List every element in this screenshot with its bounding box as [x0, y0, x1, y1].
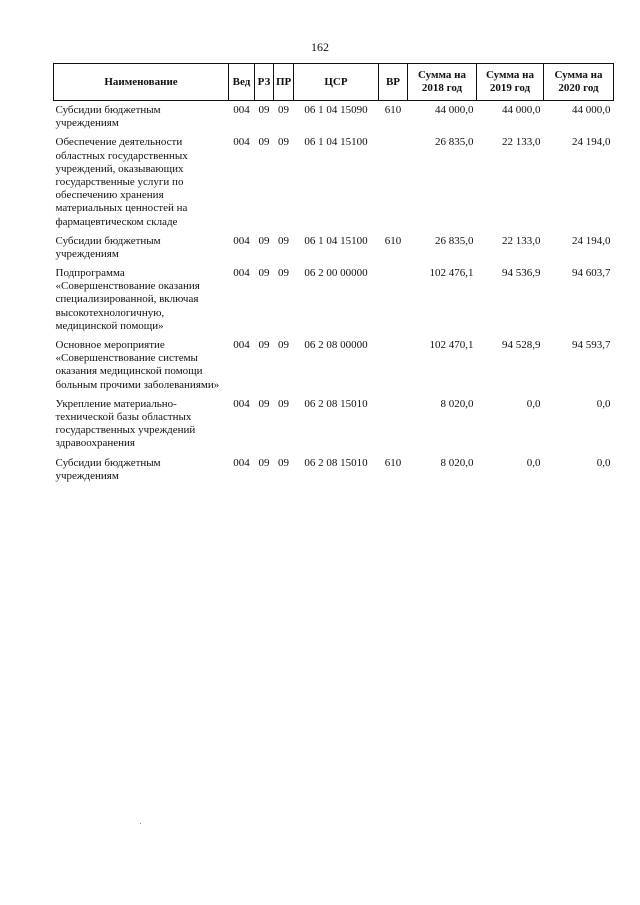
cell-pr: 09 [278, 397, 289, 410]
budget-table [53, 63, 614, 488]
table-row [54, 101, 614, 136]
cell-ved: 004 [233, 234, 250, 247]
cell-name: Основное мероприятие «Совершенствование системы оказания медицинской помощи больным прочими заболеваниями» [55, 339, 220, 391]
cell-vr [379, 266, 408, 338]
header-ved: Вед [229, 64, 255, 101]
cell-sum-2019: 94 536,9 [502, 267, 541, 280]
cell-ved: 004 [233, 104, 250, 116]
cell-sum-2020: 0,0 [596, 397, 611, 410]
cell-ved: 004 [233, 267, 250, 280]
table-row [54, 397, 614, 456]
cell-csr: 06 2 00 00000 [304, 267, 368, 280]
cell-sum-2020: 24 194,0 [572, 136, 611, 149]
cell-csr: 06 2 08 00000 [304, 339, 368, 351]
cell-vr [379, 397, 408, 456]
cell-name: Субсидии бюджетным учреждениям [55, 234, 161, 260]
cell-vr: 610 [384, 104, 402, 116]
cell-csr: 06 1 04 15090 [304, 104, 368, 116]
cell-sum-2020: 24 194,0 [572, 234, 611, 247]
cell-ved: 004 [233, 456, 250, 469]
cell-sum-2018: 102 470,1 [429, 339, 474, 351]
cell-rz: 09 [258, 104, 270, 116]
cell-sum-2019: 22 133,0 [502, 136, 541, 149]
header-name: Наименование [54, 64, 229, 101]
cell-vr: 610 [384, 234, 402, 247]
cell-ved: 004 [233, 397, 250, 410]
cell-sum-2020: 0,0 [596, 456, 611, 469]
cell-sum-2020: 94 593,7 [572, 339, 611, 351]
table-row [54, 135, 614, 233]
cell-csr: 06 1 04 15100 [304, 136, 368, 149]
header-vr: ВР [379, 64, 408, 101]
cell-vr: 610 [384, 456, 402, 469]
cell-sum-2019: 44 000,0 [502, 104, 541, 116]
header-sum-2020: Сумма на 2020 год [544, 64, 614, 101]
cell-sum-2020: 44 000,0 [572, 104, 611, 116]
cell-name: Укрепление материально-технической базы областных государственных учреждений здравоохранения [55, 397, 196, 450]
cell-name: Подпрограмма «Совершенствование оказания специализированной, включая высокотехнологичную, медицинской помощи» [55, 267, 200, 332]
cell-sum-2018: 44 000,0 [435, 104, 474, 116]
cell-rz: 09 [258, 136, 270, 149]
cell-sum-2018: 8 020,0 [440, 456, 474, 469]
cell-pr: 09 [278, 234, 289, 247]
scan-speck [140, 823, 141, 824]
header-sum-2019: Сумма на 2019 год [477, 64, 544, 101]
cell-sum-2018: 102 476,1 [429, 267, 474, 280]
table-row [54, 266, 614, 338]
cell-vr [379, 338, 408, 397]
cell-csr: 06 1 04 15100 [304, 234, 368, 247]
cell-sum-2019: 22 133,0 [502, 234, 541, 247]
cell-pr: 09 [278, 456, 289, 469]
cell-rz: 09 [258, 267, 270, 280]
cell-csr: 06 2 08 15010 [304, 397, 368, 410]
cell-rz: 09 [258, 234, 270, 247]
page-number: 162 [311, 40, 329, 54]
cell-pr: 09 [278, 267, 289, 280]
cell-rz: 09 [258, 456, 270, 469]
cell-sum-2018: 26 835,0 [435, 234, 474, 247]
cell-rz: 09 [258, 397, 270, 410]
table-row [54, 234, 614, 266]
table-header-row [54, 64, 614, 101]
cell-sum-2018: 26 835,0 [435, 136, 474, 149]
cell-sum-2020: 94 603,7 [572, 267, 611, 280]
cell-ved: 004 [233, 136, 250, 149]
table-row [54, 338, 614, 397]
cell-pr: 09 [278, 104, 289, 116]
cell-sum-2018: 8 020,0 [440, 397, 474, 410]
cell-vr [379, 135, 408, 233]
header-csr: ЦСР [294, 64, 379, 101]
cell-pr: 09 [278, 339, 289, 351]
cell-sum-2019: 0,0 [526, 456, 541, 469]
cell-name: Обеспечение деятельности областных государственных учреждений, оказывающих государственные услуги по обеспечению хранения материальных ценностей на фармацевтическом складе [55, 136, 188, 228]
cell-ved: 004 [233, 339, 250, 351]
cell-csr: 06 2 08 15010 [304, 456, 368, 469]
cell-pr: 09 [278, 136, 289, 149]
cell-sum-2019: 94 528,9 [502, 339, 541, 351]
cell-name: Субсидии бюджетным учреждениям [55, 104, 161, 130]
cell-rz: 09 [258, 339, 270, 351]
cell-name: Субсидии бюджетным учреждениям [55, 456, 161, 482]
header-sum-2018: Сумма на 2018 год [408, 64, 477, 101]
header-rz: РЗ [255, 64, 274, 101]
header-pr: ПР [274, 64, 294, 101]
table-row [54, 456, 614, 488]
cell-sum-2019: 0,0 [526, 397, 541, 410]
